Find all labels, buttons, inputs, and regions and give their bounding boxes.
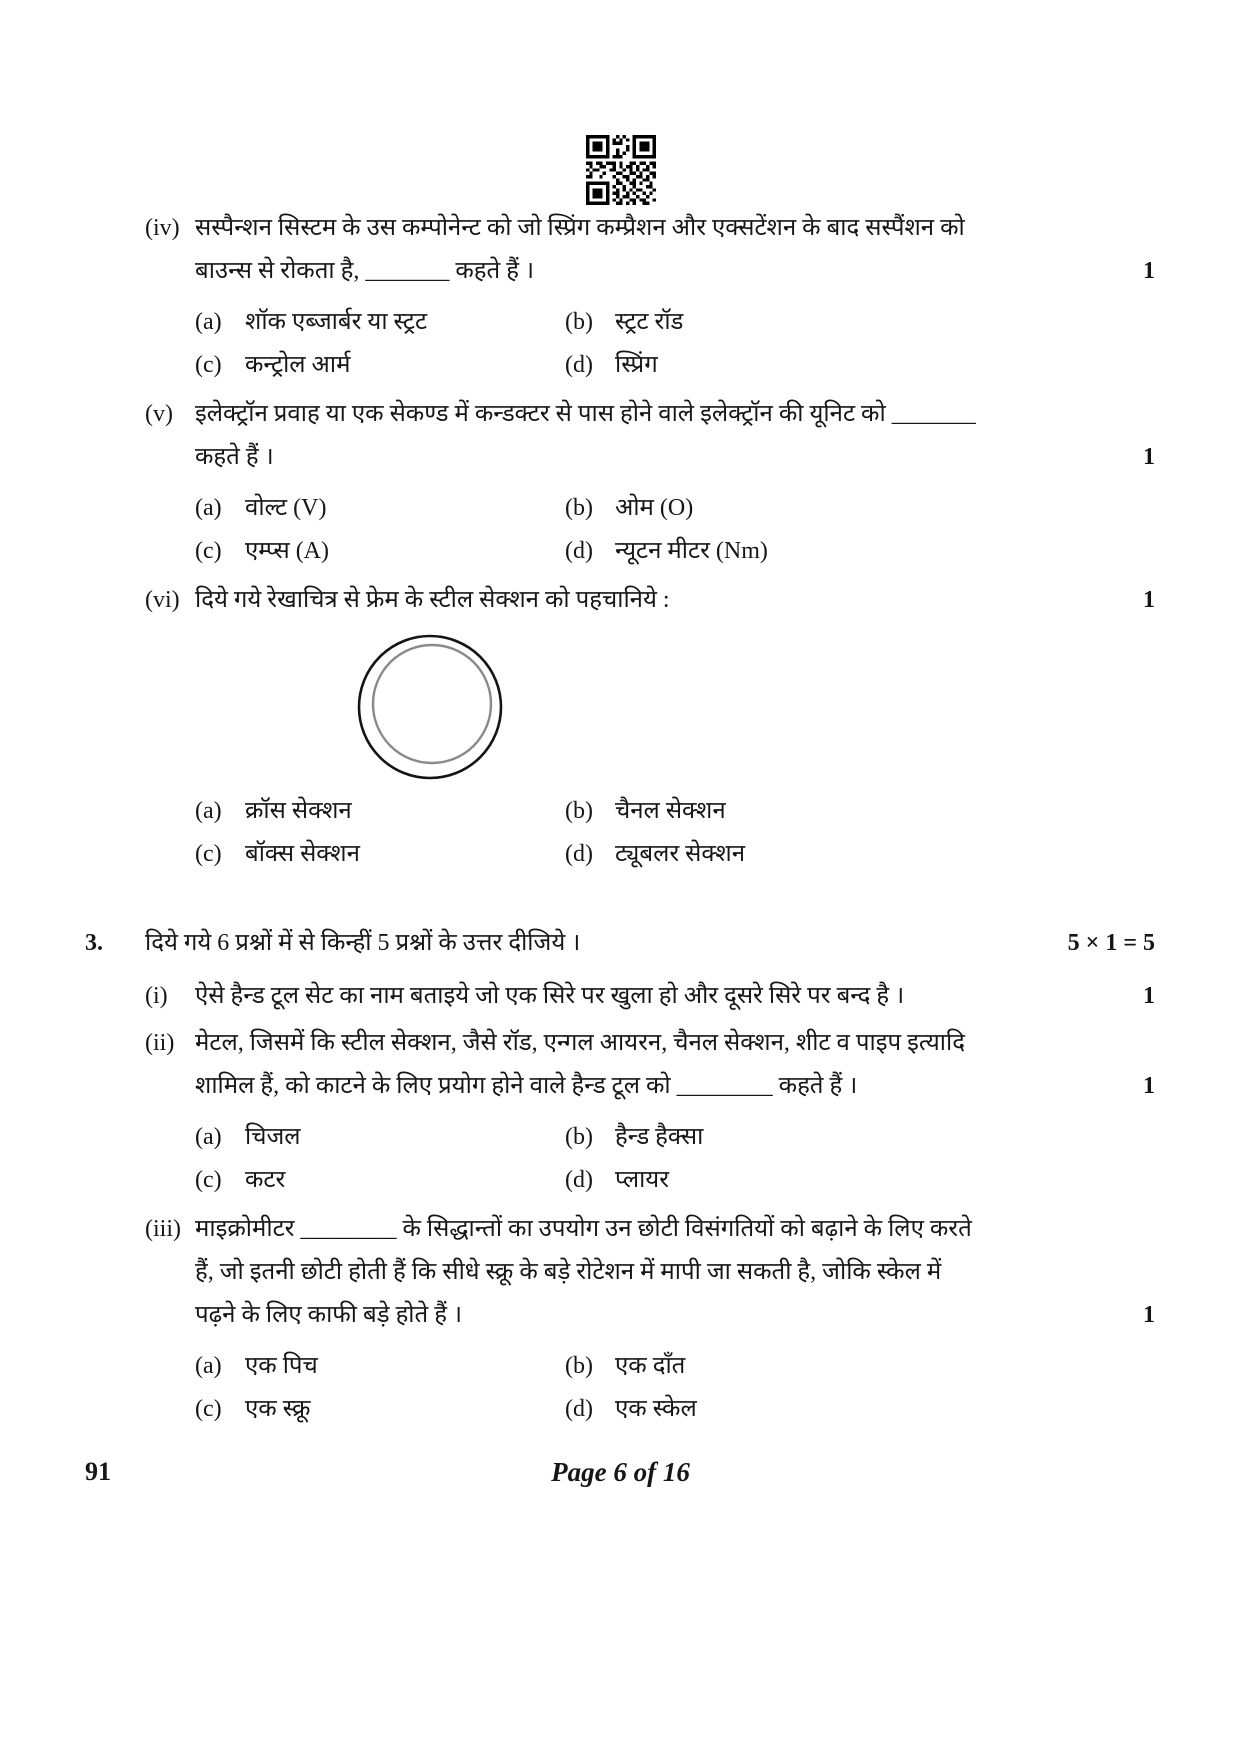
question-item-i [145,975,1155,1018]
option-c [195,1388,565,1431]
option-text: कटर [245,1167,286,1193]
option-b [565,301,1155,344]
option-label: (d) [565,1396,593,1422]
question-text: ऐसे हैन्ड टूल सेट का नाम बताइये जो एक सिरे पर खुला हो और दूसरे सिरे पर बन्द है । [195,983,905,1009]
option-a [195,1116,565,1159]
option-b [565,487,1155,530]
option-c [195,1159,565,1202]
question-label: (ii) [145,1030,175,1056]
option-b [565,790,1155,833]
option-label: (a) [195,495,222,521]
question-text: माइक्रोमीटर ________ के सिद्धान्तों का उपयोग उन छोटी विसंगतियों को बढ़ाने के लिए करते हैं, जो इतनी छोटी होती हैं कि सीधे स्क्रू के बड़े रोटेशन में मापी जा सकती है, जोकि स्केल में पढ़ने के लिए काफी बड़े होते हैं । [195,1216,972,1328]
option-label: (d) [565,538,593,564]
option-text: शॉक एब्जार्बर या स्ट्रट [245,309,428,335]
option-text: एक स्केल [615,1396,697,1422]
marks-value: 5 × 1 = 5 [1067,930,1155,956]
option-text: स्प्रिंग [615,352,658,378]
marks-value: 1 [1143,587,1155,613]
option-text: एक पिच [245,1353,318,1379]
option-label: (b) [565,309,593,335]
option-label: (a) [195,798,222,824]
option-text: वोल्ट (V) [245,495,327,521]
option-c [195,344,565,387]
tubular-section-diagram [355,632,505,782]
option-label: (b) [565,1124,593,1150]
options-list [195,1116,1155,1202]
option-text: क्रॉस सेक्शन [245,798,352,824]
option-label: (b) [565,1353,593,1379]
marks-value: 1 [1143,1302,1155,1328]
option-d [565,1159,1155,1202]
option-label: (b) [565,495,593,521]
question-item-iv [145,207,1155,387]
marks-value: 1 [1143,444,1155,470]
question-text: मेटल, जिसमें कि स्टील सेक्शन, जैसे रॉड, एन्गल आयरन, चैनल सेक्शन, शीट व पाइप इत्यादि शामिल हैं, को काटने के लिए प्रयोग होने वाले हैन्ड टूल को ________ कहते हैं । [195,1030,965,1099]
question-number: 3. [85,930,103,956]
option-label: (d) [565,841,593,867]
option-text: ओम (O) [615,495,694,521]
option-c [195,833,565,876]
option-text: एक स्क्रू [245,1396,311,1422]
option-text: हैन्ड हैक्सा [615,1124,704,1150]
option-text: न्यूटन मीटर (Nm) [615,538,768,564]
question-label: (iii) [145,1216,181,1242]
option-label: (c) [195,352,222,378]
question-item-ii [145,1022,1155,1202]
option-a [195,1345,565,1388]
qr-code-icon [586,135,656,205]
option-label: (a) [195,1353,222,1379]
question-2-continued [145,207,1155,876]
option-a [195,301,565,344]
option-d [565,833,1155,876]
option-label: (c) [195,1167,222,1193]
option-label: (c) [195,1396,222,1422]
question-label: (vi) [145,587,180,613]
option-a [195,487,565,530]
option-text: एक दाँत [615,1353,686,1379]
question-text: दिये गये 6 प्रश्नों में से किन्हीं 5 प्रश्नों के उत्तर दीजिये । [145,930,581,956]
option-text: प्लायर [615,1167,670,1193]
option-b [565,1116,1155,1159]
option-text: कन्ट्रोल आर्म [245,352,351,378]
option-text: चिजल [245,1124,301,1150]
marks-value: 1 [1143,983,1155,1009]
option-label: (d) [565,352,593,378]
marks-value: 1 [1143,1073,1155,1099]
options-list [195,301,1155,387]
option-c [195,530,565,573]
option-label: (c) [195,538,222,564]
question-item-iii [145,1208,1155,1431]
question-label: (v) [145,401,173,427]
options-list [195,1345,1155,1431]
option-a [195,790,565,833]
option-d [565,530,1155,573]
option-label: (a) [195,309,222,335]
options-list [195,790,1155,876]
marks-value: 1 [1143,258,1155,284]
question-text: दिये गये रेखाचित्र से फ्रेम के स्टील सेक्शन को पहचानिये : [195,587,670,613]
option-text: स्ट्रट रॉड [615,309,684,335]
option-label: (d) [565,1167,593,1193]
page-number: Page 6 of 16 [551,1457,690,1487]
option-label: (c) [195,841,222,867]
question-text: सस्पैन्शन सिस्टम के उस कम्पोनेन्ट को जो स्प्रिंग कम्प्रैशन और एक्सटेंशन के बाद सस्पैंशन को बाउन्स से रोकता है, _______ कहते हैं । [195,215,965,284]
option-text: एम्प्स (A) [245,538,330,564]
qr-code-icon [586,135,656,205]
option-text: ट्यूबलर सेक्शन [615,841,746,867]
question-3 [85,922,1155,1431]
question-label: (i) [145,983,168,1009]
question-text: इलेक्ट्रॉन प्रवाह या एक सेकण्ड में कन्डक्टर से पास होने वाले इलेक्ट्रॉन की यूनिट को _______ कहते हैं । [195,401,976,470]
option-text: बॉक्स सेक्शन [245,841,360,867]
paper-code: 91 [85,1457,111,1486]
question-item-v [145,393,1155,573]
question-label: (iv) [145,215,180,241]
options-list [195,487,1155,573]
option-text: चैनल सेक्शन [615,798,726,824]
option-b [565,1345,1155,1388]
option-label: (a) [195,1124,222,1150]
option-d [565,1388,1155,1431]
question-item-vi [145,579,1155,876]
option-label: (b) [565,798,593,824]
option-d [565,344,1155,387]
page-footer [0,1457,1241,1502]
